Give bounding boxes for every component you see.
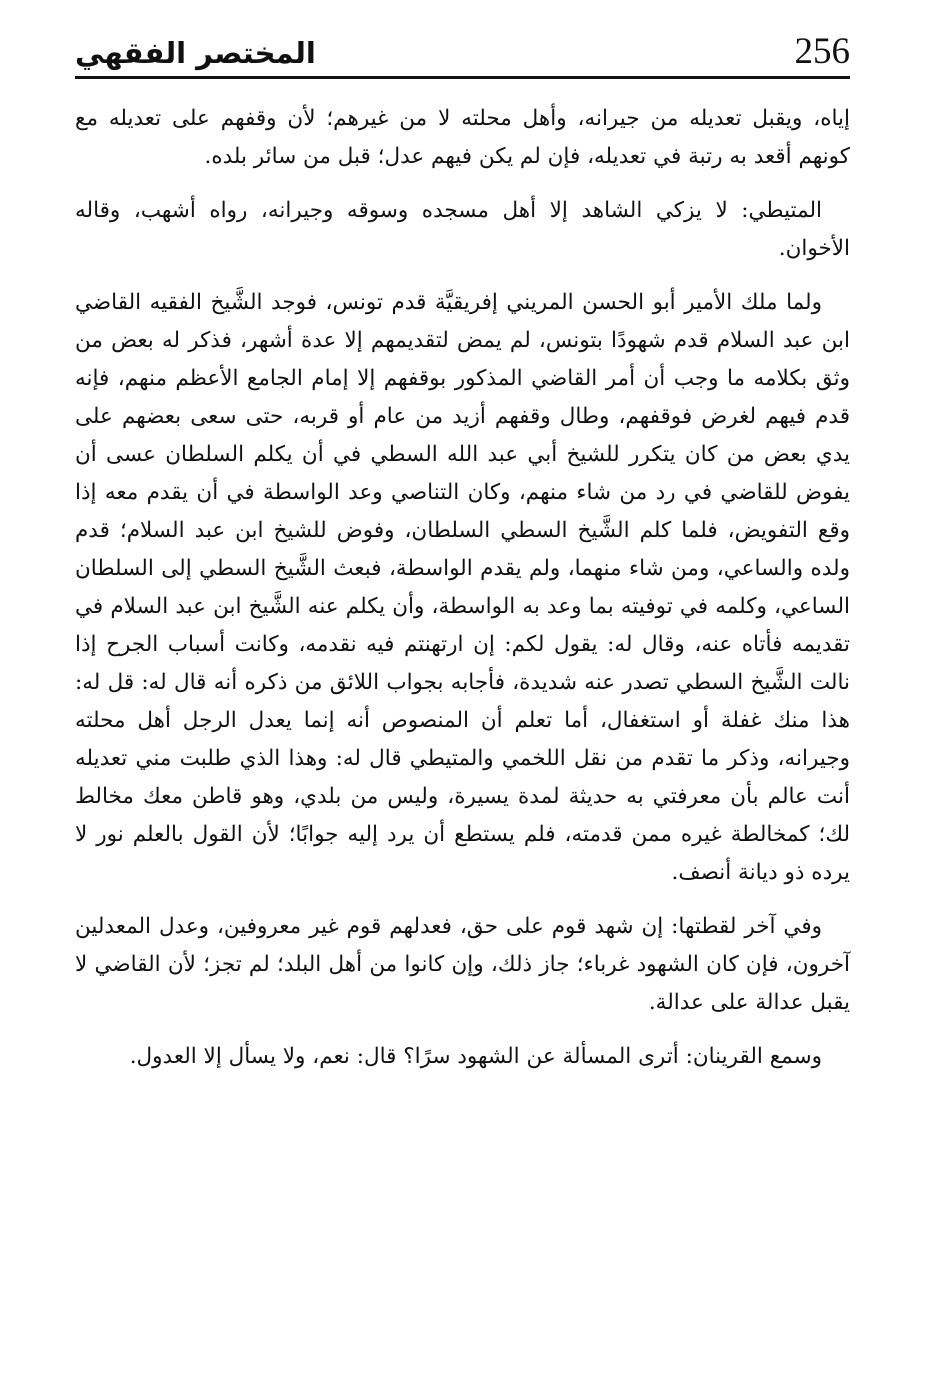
book-title: المختصر الفقهي <box>75 36 316 70</box>
page-header <box>75 30 850 76</box>
page-number: 256 <box>794 31 850 72</box>
paragraph-4: وفي آخر لقطتها: إن شهد قوم على حق، فعدلهم قوم غير معروفين، وعدل المعدلين آخرون، فإن كان الشهود غرباء؛ جاز ذلك، وإن كانوا من أهل البلد؛ لم تجز؛ لأن القاضي لا يقبل عدالة على عدالة. <box>75 914 850 1015</box>
header-divider <box>75 76 850 79</box>
paragraph-5: وسمع القرينان: أترى المسألة عن الشهود سرًا؟ قال: نعم، ولا يسأل إلا العدول. <box>129 1044 822 1069</box>
paragraph-3: ولما ملك الأمير أبو الحسن المريني إفريقيَّة قدم تونس، فوجد الشَّيخ الفقيه القاضي ابن عبد السلام قدم شهودًا بتونس، لم يمض لتقديمهم إلا عدة أشهر، فذكر له بعض من وثق بكلامه ما وجب أن أمر القاضي المذكور بوقفهم إلا إمام الجامع الأعظم منهم، فإنه قدم فيهم لغرض فوقفهم، وطال وقفهم أزيد من عام أو قربه، حتى سعى بعضهم على يدي بعض من كان يتكرر للشيخ أبي عبد الله السطي في أن يكلم السلطان عسى أن يفوض للقاضي في رد من شاء منهم، وكان التناصي وعد الواسطة في أن يقدم معه إذا وقع التفويض، فلما كلم الشَّيخ السطي السلطان، وفوض للشيخ ابن عبد السلام؛ قدم ولده والساعي، ومن شاء منهما، ولم يقدم الواسطة، فبعث الشَّيخ السطي إلى السلطان الساعي، وكلمه في توفيته بما وعد به الواسطة، وأن يكلم عنه الشَّيخ ابن عبد السلام في تقديمه فأتاه عنه، وقال له: يقول لكم: إن ارتهنتم فيه نقدمه، وكانت أسباب الجرح إذا نالت الشَّيخ السطي تصدر عنه شديدة، فأجابه بجواب اللائق من ذكره أنه قال له: قل له: هذا منك غفلة أو استغفال، أما تعلم أن المنصوص أنه إنما يعدل الرجل أهل محلته وجيرانه، وذكر ما تقدم من نقل اللخمي والمتيطي قال له: وهذا الذي طلبت مني تعديله أنت عالم بأن معرفتي به حديثة لمدة يسيرة، وليس من بلدي، وهو قاطن معك مخالط لك؛ كمخالطة غيره ممن قدمته، فلم يستطع أن يرد إليه جوابًا؛ لأن القول بالعلم نور لا يرده ذو ديانة أنصف. <box>75 290 850 885</box>
page-body <box>75 100 850 1092</box>
paragraph-1: إياه، ويقبل تعديله من جيرانه، وأهل محلته لا من غيرهم؛ لأن وقفهم على تعديله مع كونهم أقعد به رتبة في تعديله، فإن لم يكن فيهم عدل؛ قبل من سائر بلده. <box>75 106 850 169</box>
paragraph-2: المتيطي: لا يزكي الشاهد إلا أهل مسجده وسوقه وجيرانه، رواه أشهب، وقاله الأخوان. <box>75 198 850 261</box>
